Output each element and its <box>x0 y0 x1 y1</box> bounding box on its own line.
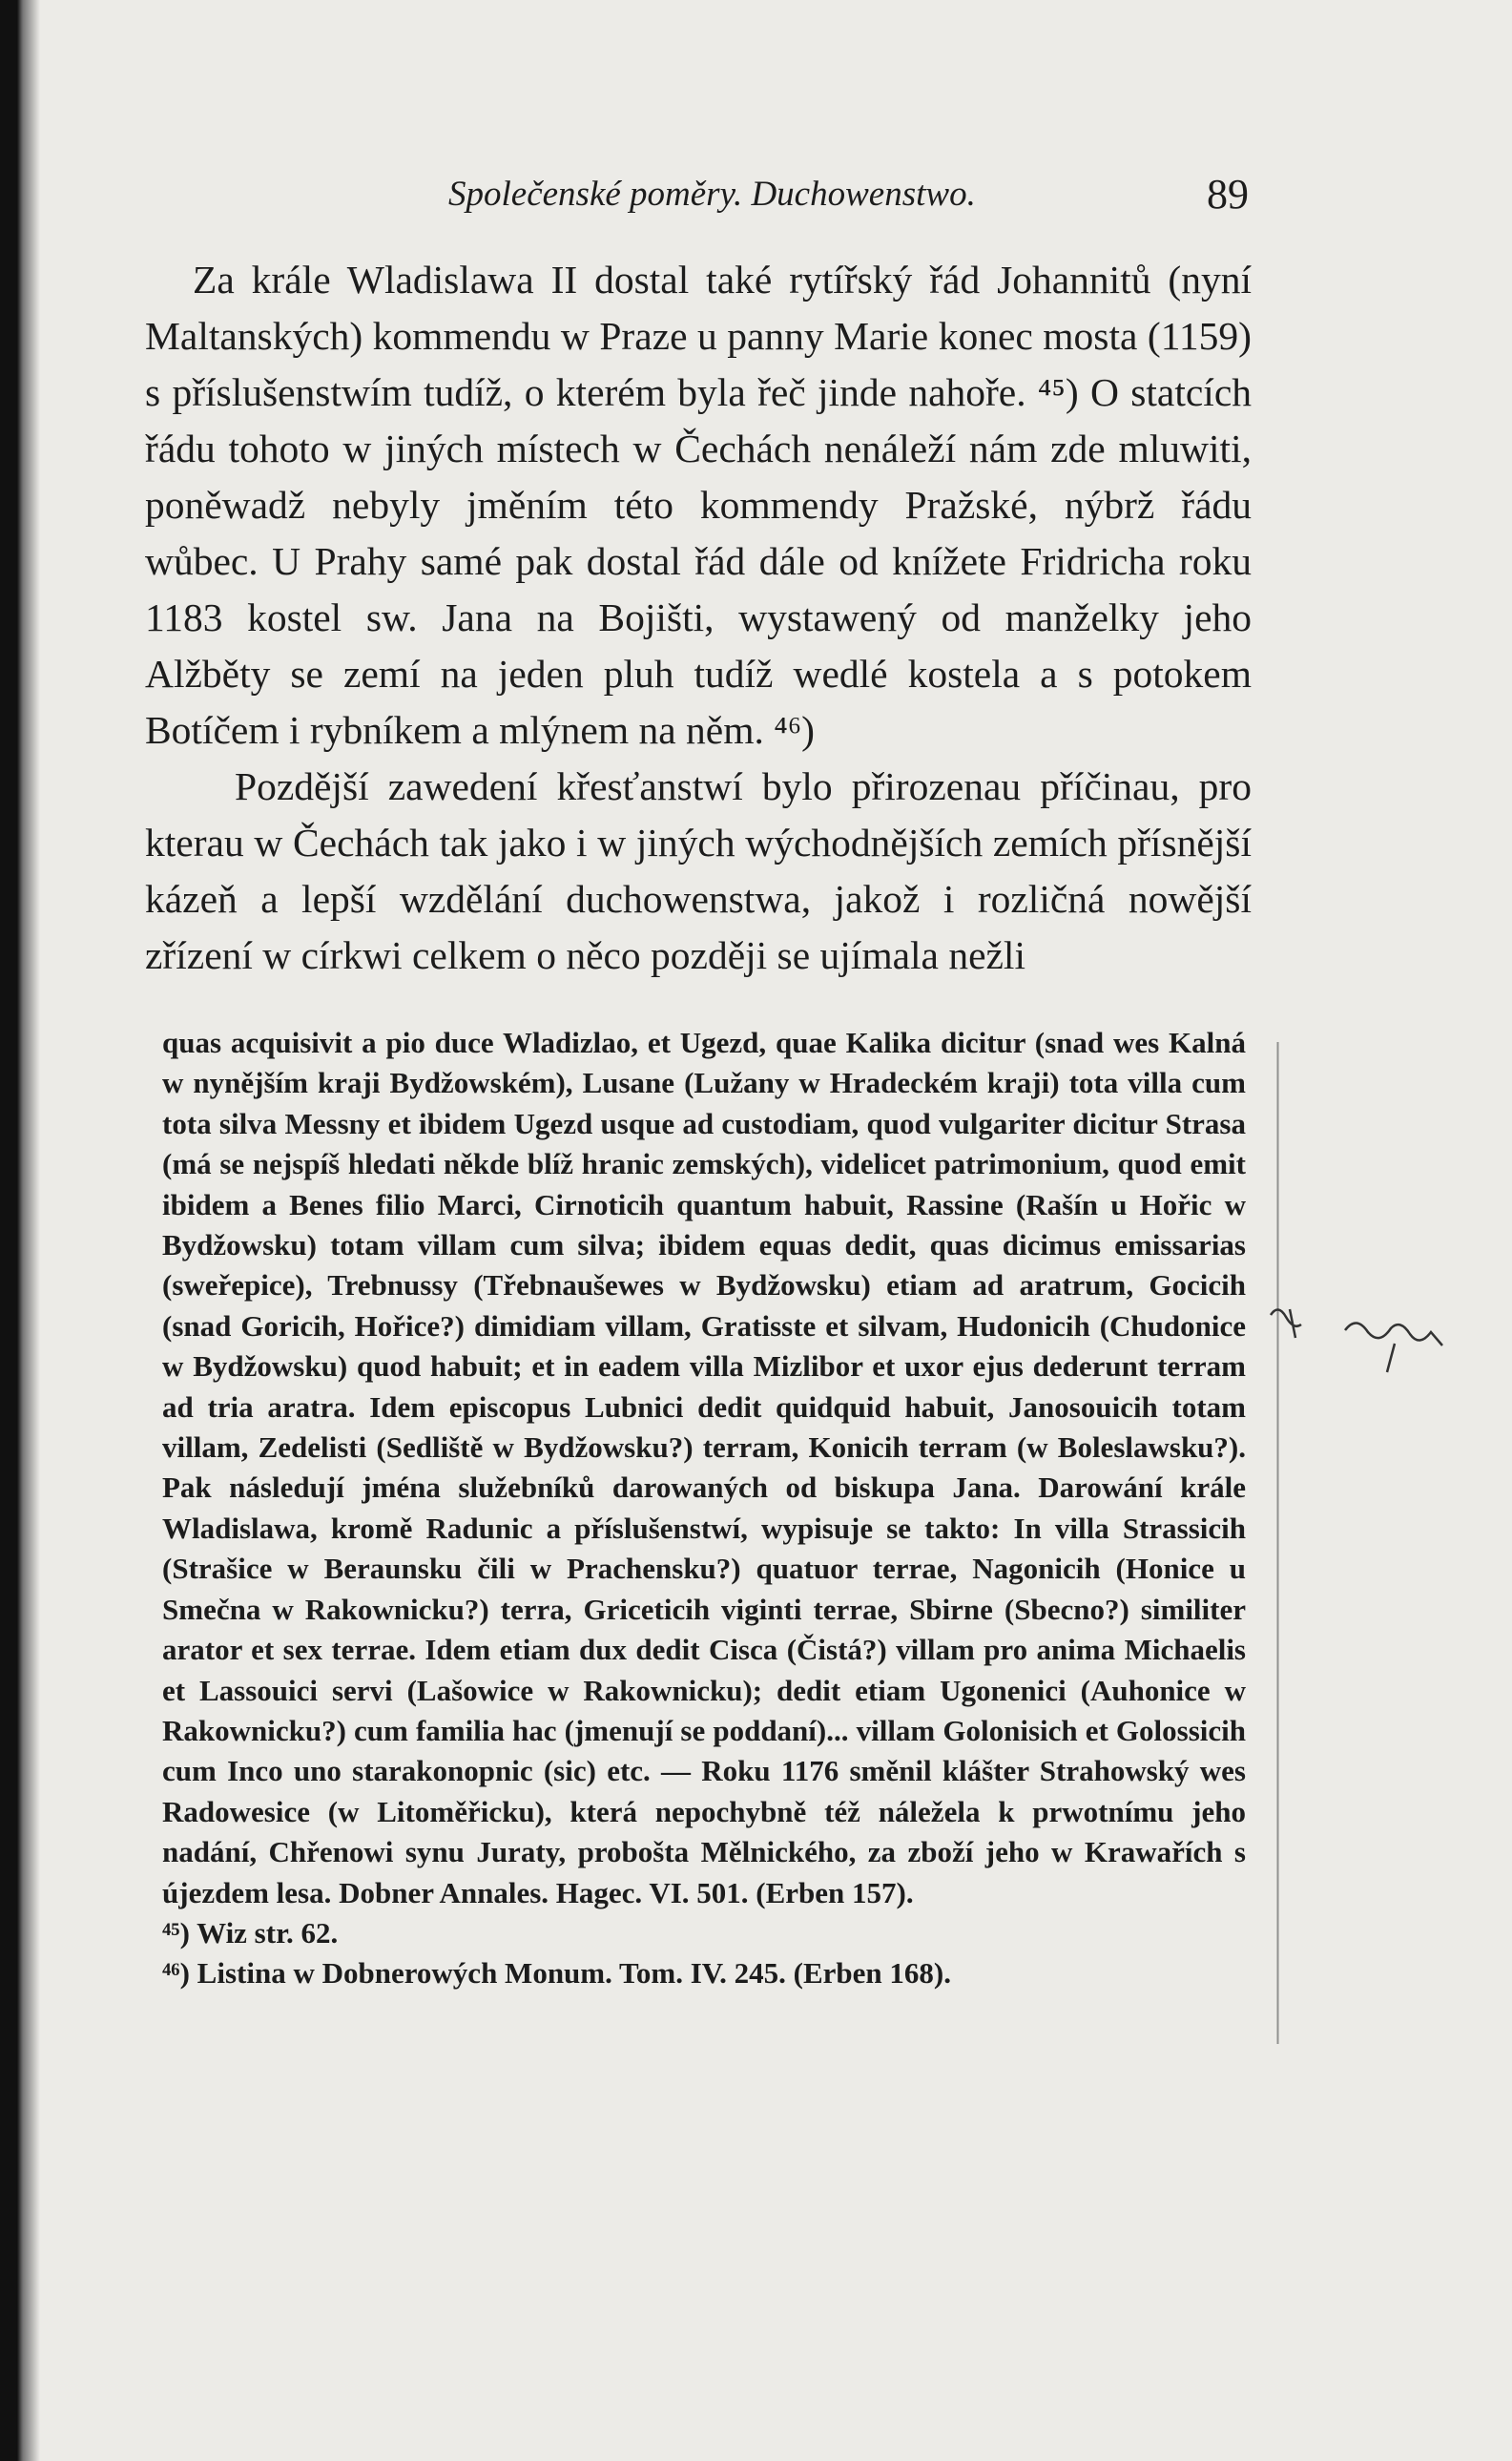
page-number: 89 <box>1207 171 1249 218</box>
binding-edge <box>0 0 40 2461</box>
margin-pencil-line <box>1276 1042 1279 2044</box>
running-head: Společenské poměry. Duchowenstwo. <box>448 175 976 214</box>
footnote-45 <box>162 1913 1246 1953</box>
page-header <box>0 160 1512 218</box>
footnote-46 <box>162 1953 1246 1993</box>
footnote-45-text: Wiz str. 62. <box>197 1915 339 1950</box>
margin-handwriting-icon <box>1261 1296 1461 1387</box>
footnotes <box>162 1023 1246 1994</box>
footnote-46-marker: ⁴⁶) <box>162 1956 190 1991</box>
footnote-46-text: Listina w Dobnerowých Monum. Tom. IV. 245. (Erben 168). <box>197 1956 951 1991</box>
footnote-continuation: quas acquisivit a pio duce Wladizlao, et Ugezd, quae Kalika dicitur (snad wes Kalná w nynějším kraji Bydžowském), Lusane (Lužany w Hradeckém kraji) tota villa cum tota silva Messny et ibidem Ugezd usque ad custodiam, quod vulgariter dicitur Strasa (má se nejspíš hledati někde blíž hranic zemských), videlicet patrimonium, quod emit ibidem a Benes filio Marci, Cirnoticih quantum habuit, Rassine (Rašín u Hořic w Bydžowsku) totam villam cum silva; ibidem equas dedit, quas dicimus emissarias (sweřepice), Trebnussy (Třebnaušewes w Bydžowsku) etiam ad aratrum, Gocicih (snad Goricih, Hořice?) dimidiam villam, Gratisste et silvam, Hudonicih (Chudonice w Bydžowsku) quod habuit; et in eadem villa Mizlibor et uxor ejus dederunt terram ad tria aratra. Idem episcopus Lubnici dedit quidquid habuit, Janosouicih totam villam, Zedelisti (Sedliště w Bydžowsku?) terram, Konicih terram (w Boleslawsku?). Pak následují jména služebníků darowaných od biskupa Jana. Darowání krále Wladislawa, kromě Radunic a příslušenstwí, wypisuje se takto: In villa Strassicih (Strašice w Beraunsku čili w Prachensku?) quatuor terrae, Nagonicih (Honice u Smečna w Rakownicku?) terra, Griceticih viginti terrae, Sbirne (Sbecno?) similiter arator et sex terrae. Idem etiam dux dedit Cisca (Čistá?) villam pro anima Michaelis et Lassouici servi (Lašowice w Rakownicku); dedit etiam Ugonenici (Auhonice w Rakownicku?) cum familia hac (jmenují se poddaní)... villam Golonisich et Golossicih cum Inco uno starakonopnic (sic) etc. — Roku 1176 směnil klášter Strahowský wes Radowesice (w Litoměřicku), která nepochybně též náležela k prwotnímu jeho nadání, Chřenowi synu Juraty, probošta Mělnického, za zboží jeho w Krawařích s újezdem lesa. Dobner Annales. Hagec. VI. 501. (Erben 157). <box>162 1026 1246 1909</box>
paragraph-1: Za krále Wladislawa II dostal také rytířský řád Johannitů (nyní Maltanských) kommendu w Praze u panny Marie konec mosta (1159) s příslušenstwím tudíž, o kterém byla řeč jinde nahoře. ⁴⁵) O statcích řádu tohoto w jiných místech w Čechách nenáleží nám zde mluwiti, poněwadž nebyly jměním této kommendy Pražské, nýbrž řádu wůbec. U Prahy samé pak dostal řád dále od knížete Fridricha roku 1183 kostel sw. Jana na Bojišti, wystawený od manželky jeho Alžběty se zemí na jeden pluh tudíž wedlé kostela a s potokem Botíčem i rybníkem a mlýnem na něm. ⁴⁶) <box>145 258 1252 752</box>
main-text <box>145 252 1252 984</box>
paragraph-2: Pozdější zawedení křesťanstwí bylo přirozenau příčinau, pro kterau w Čechách tak jako i w jiných wýchodnějších zemích přísnější kázeň a lepší wzdělání duchowenstwa, jakož i rozličná nowější zřízení w církwi celkem o něco později se ujímala nežli <box>145 764 1252 977</box>
footnote-45-marker: ⁴⁵) <box>162 1915 190 1950</box>
